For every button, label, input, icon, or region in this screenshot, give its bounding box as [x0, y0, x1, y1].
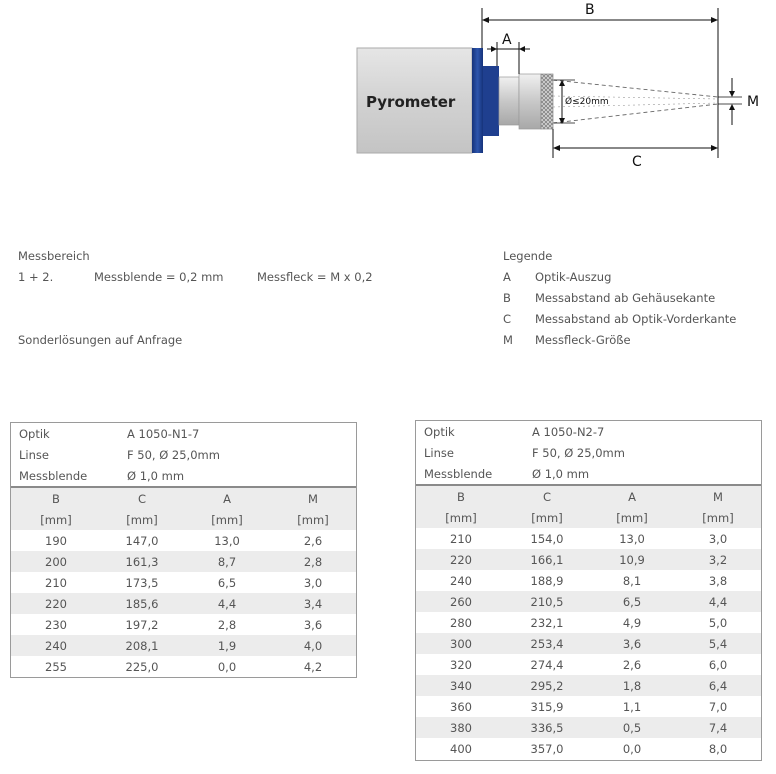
table-row: [416, 654, 761, 675]
column-header: A: [628, 489, 636, 504]
column-unit: [mm]: [211, 512, 243, 527]
table-cell: 185,6: [125, 596, 159, 611]
sonderloesungen-note: Sonderlösungen auf Anfrage: [18, 333, 183, 347]
table-row: [416, 675, 761, 696]
column-unit: [mm]: [126, 512, 158, 527]
messbereich-fleck: Messfleck = M x 0,2: [257, 270, 373, 284]
legend-key: M: [503, 333, 513, 347]
table-cell: 274,4: [530, 657, 564, 672]
table-cell: 2,8: [217, 617, 237, 632]
table-info-value: Ø 1,0 mm: [127, 469, 185, 483]
table-header-row: [11, 488, 356, 509]
table-cell: 147,0: [125, 533, 159, 548]
table-row: [416, 570, 761, 591]
table-info-value: Ø 1,0 mm: [532, 467, 590, 481]
table-cell: 6,4: [708, 678, 728, 693]
table-cell: 3,2: [708, 552, 728, 567]
table-cell: 0,0: [217, 659, 237, 674]
table-cell: 13,0: [619, 531, 645, 546]
table-row: [11, 635, 356, 656]
table-cell: 3,4: [303, 596, 323, 611]
table-info-value: F 50, Ø 25,0mm: [127, 448, 220, 462]
table-cell: 7,0: [708, 699, 728, 714]
label-b: B: [585, 2, 595, 18]
table-row: [11, 614, 356, 635]
column-header: A: [223, 491, 231, 506]
table-cell: 4,9: [622, 615, 642, 630]
table-cell: 320: [450, 657, 472, 672]
table-cell: 173,5: [125, 575, 159, 590]
table-cell: 2,6: [303, 533, 323, 548]
table-row: [11, 572, 356, 593]
lens-cap: [519, 74, 541, 129]
table-cell: 300: [450, 636, 472, 651]
column-header: B: [457, 489, 465, 504]
table-units-row: [416, 507, 761, 528]
table-cell: 8,1: [622, 573, 642, 588]
table-info-value: F 50, Ø 25,0mm: [532, 446, 625, 460]
table-cell: 1,9: [217, 638, 237, 653]
legend-key: C: [503, 312, 512, 326]
optics-table-n2: [415, 420, 762, 761]
table-info-label: Messblende: [19, 469, 88, 483]
table-cell: 357,0: [530, 741, 564, 756]
table-row: [416, 738, 761, 759]
table-info-label: Optik: [424, 425, 455, 439]
flange-collar: [483, 66, 499, 136]
table-row: [416, 549, 761, 570]
optic-tube: [499, 77, 519, 125]
flange: [472, 48, 483, 153]
column-header: M: [713, 489, 723, 504]
table-cell: 6,5: [622, 594, 642, 609]
table-cell: 190: [45, 533, 67, 548]
table-cell: 10,9: [619, 552, 645, 567]
column-unit: [mm]: [702, 510, 734, 525]
table-cell: 197,2: [125, 617, 159, 632]
table-cell: 166,1: [530, 552, 564, 567]
column-header: M: [308, 491, 318, 506]
label-a: A: [502, 32, 512, 48]
table-cell: 232,1: [530, 615, 564, 630]
table-cell: 1,1: [622, 699, 642, 714]
column-header: C: [542, 489, 552, 504]
table-cell: 260: [450, 594, 472, 609]
messbereich-blende: Messblende = 0,2 mm: [94, 270, 224, 284]
column-unit: [mm]: [297, 512, 329, 527]
table-cell: 161,3: [125, 554, 159, 569]
table-cell: 3,6: [622, 636, 642, 651]
table-cell: 1,8: [622, 678, 642, 693]
table-info-label: Linse: [19, 448, 49, 462]
table-row: [416, 591, 761, 612]
table-row: [11, 551, 356, 572]
table-row: [11, 593, 356, 614]
table-cell: 3,0: [303, 575, 323, 590]
legend-text: Messabstand ab Optik-Vorderkante: [535, 312, 737, 326]
table-units-row: [11, 509, 356, 530]
table-info-value: A 1050-N2-7: [532, 425, 605, 439]
table-cell: 336,5: [530, 720, 564, 735]
table-cell: 253,4: [530, 636, 564, 651]
table-info-label: Messblende: [424, 467, 493, 481]
legend-text: Optik-Auszug: [535, 270, 612, 284]
table-row: [416, 717, 761, 738]
table-info-label: Optik: [19, 427, 50, 441]
table-cell: 5,4: [708, 636, 728, 651]
table-row: [416, 612, 761, 633]
legend-text: Messfleck-Größe: [535, 333, 631, 347]
table-cell: 154,0: [530, 531, 564, 546]
table-cell: 4,4: [217, 596, 237, 611]
messbereich-range: 1 + 2.: [18, 270, 54, 284]
table-header-row: [416, 486, 761, 507]
table-cell: 380: [450, 720, 472, 735]
table-cell: 6,0: [708, 657, 728, 672]
table-cell: 6,5: [217, 575, 237, 590]
table-cell: 8,0: [708, 741, 728, 756]
knurled-ring: [541, 74, 553, 129]
table-row: [11, 656, 356, 677]
table-cell: 4,2: [303, 659, 323, 674]
column-unit: [mm]: [445, 510, 477, 525]
table-cell: 220: [45, 596, 67, 611]
table-row: [416, 528, 761, 549]
table-cell: 188,9: [530, 573, 564, 588]
column-unit: [mm]: [40, 512, 72, 527]
table-cell: 210,5: [530, 594, 564, 609]
table-cell: 13,0: [214, 533, 240, 548]
legend-text: Messabstand ab Gehäusekante: [535, 291, 716, 305]
table-cell: 4,4: [708, 594, 728, 609]
column-header: C: [137, 491, 147, 506]
column-unit: [mm]: [616, 510, 648, 525]
table-cell: 7,4: [708, 720, 728, 735]
table-cell: 240: [45, 638, 67, 653]
table-cell: 280: [450, 615, 472, 630]
table-cell: 210: [450, 531, 472, 546]
table-row: [416, 696, 761, 717]
pyrometer-diagram: [0, 0, 776, 200]
table-cell: 220: [450, 552, 472, 567]
table-cell: 340: [450, 678, 472, 693]
table-info-value: A 1050-N1-7: [127, 427, 200, 441]
spot-label: Ø≤20mm: [565, 97, 609, 107]
messbereich-title: Messbereich: [18, 249, 90, 263]
table-cell: 400: [450, 741, 472, 756]
table-cell: 8,7: [217, 554, 237, 569]
table-cell: 240: [450, 573, 472, 588]
table-cell: 5,0: [708, 615, 728, 630]
table-cell: 4,0: [303, 638, 323, 653]
table-cell: 230: [45, 617, 67, 632]
legende-title: Legende: [503, 249, 553, 263]
table-cell: 315,9: [530, 699, 564, 714]
table-cell: 255: [45, 659, 67, 674]
table-cell: 3,6: [303, 617, 323, 632]
table-cell: 3,0: [708, 531, 728, 546]
optics-table-n1: [10, 422, 357, 678]
table-cell: 3,8: [708, 573, 728, 588]
label-m: M: [747, 94, 760, 110]
table-info-label: Linse: [424, 446, 454, 460]
table-cell: 0,0: [622, 741, 642, 756]
table-cell: 208,1: [125, 638, 159, 653]
legend-key: B: [503, 291, 511, 305]
table-cell: 200: [45, 554, 67, 569]
label-c: C: [632, 154, 642, 170]
table-cell: 360: [450, 699, 472, 714]
table-cell: 295,2: [530, 678, 564, 693]
table-cell: 2,6: [622, 657, 642, 672]
column-header: B: [52, 491, 60, 506]
table-cell: 2,8: [303, 554, 323, 569]
table-row: [416, 633, 761, 654]
column-unit: [mm]: [531, 510, 563, 525]
legend-key: A: [503, 270, 511, 284]
table-cell: 0,5: [622, 720, 642, 735]
table-cell: 225,0: [125, 659, 159, 674]
pyrometer-label: Pyrometer: [366, 93, 456, 111]
table-cell: 210: [45, 575, 67, 590]
table-row: [11, 530, 356, 551]
